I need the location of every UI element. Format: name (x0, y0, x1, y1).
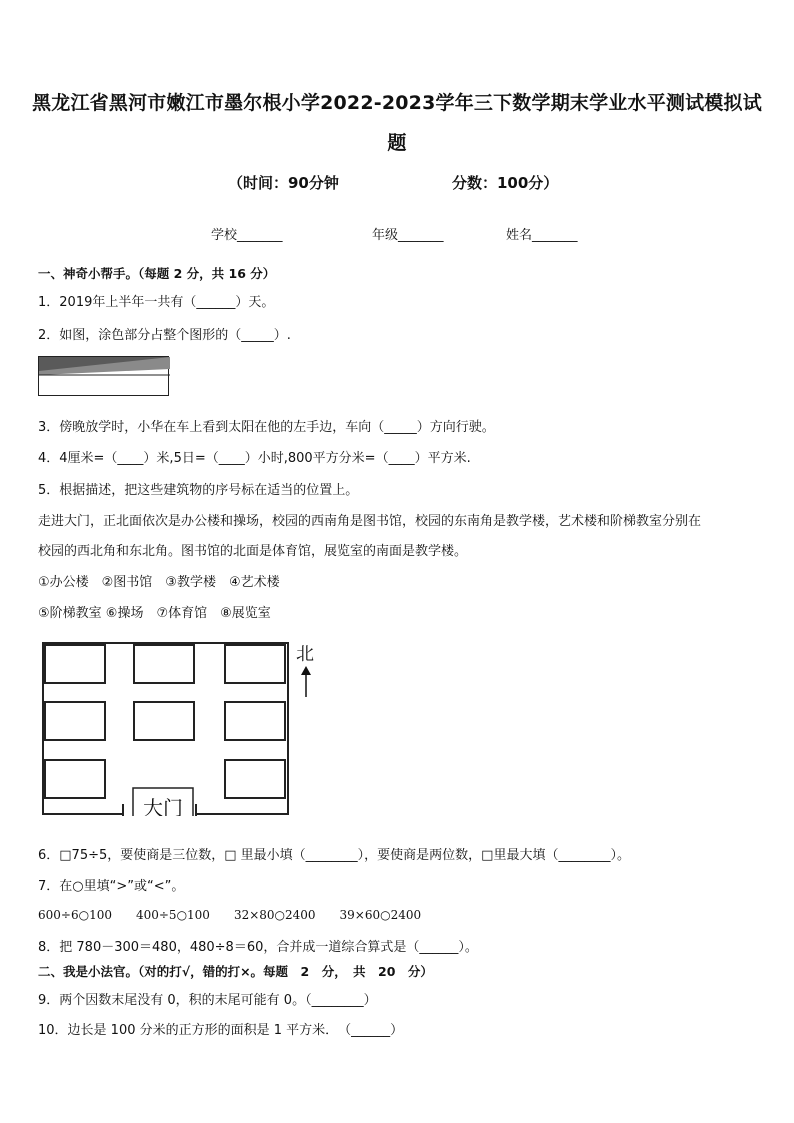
building-center[interactable] (134, 702, 194, 740)
north-arrow-icon (299, 666, 313, 698)
school-field[interactable]: 学校_______ (211, 228, 283, 243)
question-7-items: 600÷6○100 400÷5○100 32×80○2400 39×60○2400 (38, 908, 422, 922)
question-5: 5．根据描述，把这些建筑物的序号标在适当的位置上。 (38, 483, 359, 498)
question-5-description-line-2: 校园的西北角和东北角。图书馆的北面是体育馆，展览室的南面是教学楼。 (38, 544, 468, 559)
question-1: 1．2019年上半年一共有（______）天。 (38, 295, 275, 310)
question-5-options-line-1: ①办公楼 ②图书馆 ③教学楼 ④艺术楼 (38, 575, 280, 590)
section-1-heading: 一、神奇小帮手。（每题 2 分，共 16 分） (38, 266, 276, 281)
building-southeast[interactable] (225, 760, 285, 798)
north-label: 北 (296, 644, 314, 665)
question-5-description-line-1: 走进大门，正北面依次是办公楼和操场，校园的西南角是图书馆，校园的东南角是教学楼，艺术楼和阶梯教室分别在 (38, 514, 702, 529)
section-2-heading: 二、我是小法官。（对的打√，错的打×。每题 2 分， 共 20 分） (38, 964, 433, 979)
question-3: 3．傍晚放学时，小华在车上看到太阳在他的左手边，车向（_____）方向行驶。 (38, 420, 495, 435)
shaded-rectangle-figure (38, 356, 169, 396)
building-southwest[interactable] (45, 760, 105, 798)
name-field[interactable]: 姓名_______ (506, 228, 578, 243)
building-west[interactable] (45, 702, 105, 740)
question-10: 10．边长是 100 分米的正方形的面积是 1 平方米． （______） (38, 1023, 404, 1038)
building-northwest[interactable] (45, 645, 105, 683)
question-7: 7．在○里填“>”或“<”。 (38, 879, 185, 894)
gate-label: 大门 (143, 796, 183, 816)
question-4: 4．4厘米=（____）米,5日=（____）小时,800平方分米=（____）平方米. (38, 451, 471, 466)
question-6: 6．□75÷5，要使商是三位数，□ 里最小填（________），要使商是两位数，□里最大填（________）。 (38, 848, 630, 863)
building-north-center[interactable] (134, 645, 194, 683)
question-8: 8．把 780－300＝480，480÷8＝60，合并成一道综合算式是（______）。 (38, 940, 478, 955)
campus-map-svg (40, 640, 290, 816)
building-east[interactable] (225, 702, 285, 740)
grade-field[interactable]: 年级_______ (372, 228, 444, 243)
campus-map (40, 640, 290, 816)
exam-time: （时间：90分钟 (228, 174, 339, 192)
exam-score: 分数：100分） (452, 174, 559, 192)
page-title-continued: 题 (387, 132, 407, 154)
question-5-options-line-2: ⑤阶梯教室 ⑥操场 ⑦体育馆 ⑧展览室 (38, 606, 271, 621)
building-northeast[interactable] (225, 645, 285, 683)
page-title: 黑龙江省黑河市嫩江市墨尔根小学2022-2023学年三下数学期末学业水平测试模拟试 (32, 92, 762, 114)
question-2: 2．如图，涂色部分占整个图形的（_____）. (38, 328, 291, 343)
shaded-figure-svg (39, 357, 170, 397)
question-9: 9．两个因数末尾没有 0，积的末尾可能有 0。（________） (38, 993, 377, 1008)
